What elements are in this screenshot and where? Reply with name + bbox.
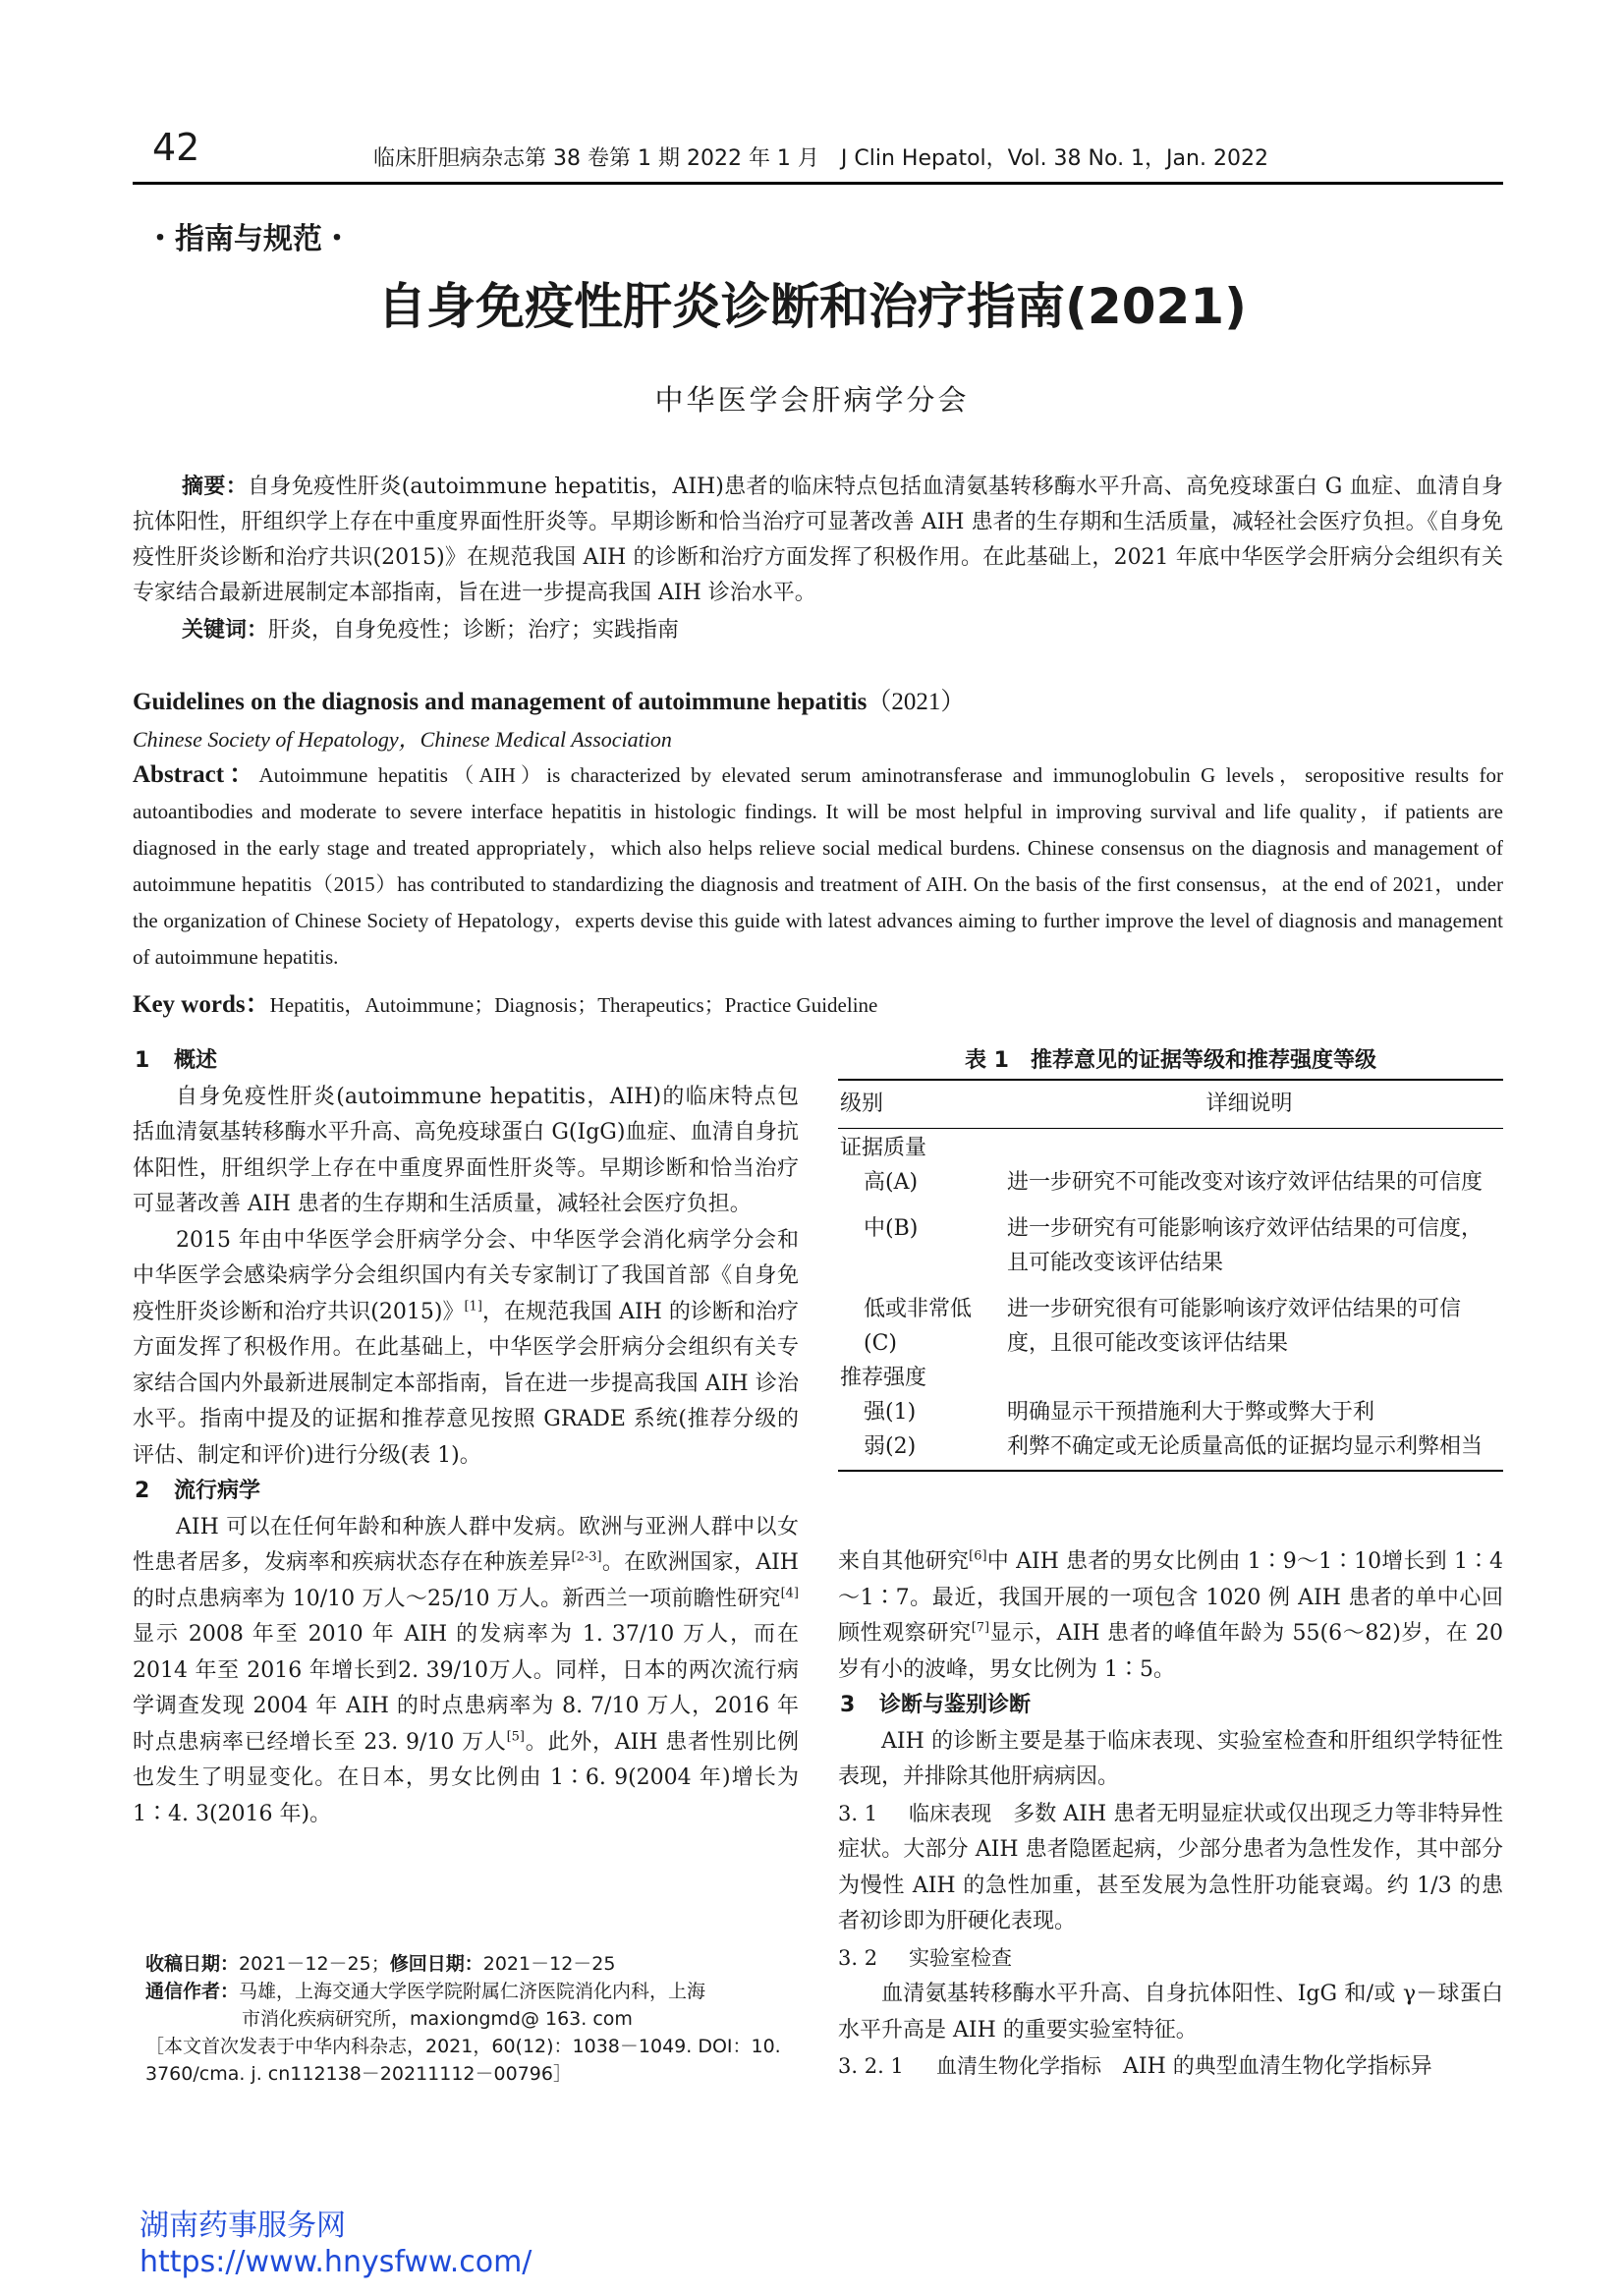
abstract-cn-text: 自身免疫性肝炎(autoimmune hepatitis，AIH)患者的临床特点包括血清氨基转移酶水平升高、高免疫球蛋白 G 血症、血清自身抗体阳性，肝组织学上存在中重度界面性肝炎等。早期诊断和恰当治疗可显著改善 AIH 患者的生存期和生活质量，减轻社会医疗负担。《自身免疫性肝炎诊断和治疗共识(2015)》在规范我国 AIH 的诊断和治疗方面发挥了积极作用。在此基础上，2021 年底中华医学会肝病分会组织有关专家结合最新进展制定本部指南，旨在进一步提高我国 AIH 诊治水平。 (133, 475, 1503, 605)
received-label: 收稿日期： (145, 1953, 240, 1975)
english-abstract-text: Autoimmune hepatitis（AIH）is characterized by elevated serum aminotransferase and immunoglobulin G levels，seropositive results for autoantibodies and moderate to severe interface hepatitis in histologic findings. It will be most helpful in improving survival and life quality，if patients are diagnosed in the early stage and treated appropriately，which also helps relieve social medical burdens. Chinese consensus on the diagnosis and management of autoimmune hepatitis（2015）has contributed to standardizing the diagnosis and treatment of AIH. On the basis of the first consensus，at the end of 2021，under the organization of Chinese Society of Hepatology，experts devise this guide with latest advances aiming to further improve the level of diagnosis and management of autoimmune hepatitis. (133, 763, 1504, 969)
english-keywords (133, 984, 877, 1020)
table-row (838, 1429, 1503, 1470)
continued-paragraph (838, 1544, 1503, 1688)
text-run: 显示 2008 年至 2010 年 AIH 的发病率为 1. 37/10 万人，而在 2014 年至 2016 年增长到2. 39/10万人。同样，日本的两次流行病学调查发现 2004 年 AIH 的时点患病率为 8. 7/10 万人，2016 年时点患病率已经增长至 23. 9/10 万人 (133, 1622, 799, 1755)
table-row (838, 1395, 1503, 1429)
table-group-row (838, 1361, 1503, 1395)
table-cell-level: 强(1) (864, 1400, 917, 1425)
section-3-2-heading (838, 1940, 1503, 1978)
section-3-number: 3 (840, 1693, 856, 1717)
section-1-heading (133, 1043, 799, 1080)
table-cell-level: 弱(2) (864, 1434, 917, 1459)
corresponding-label: 通信作者： (145, 1981, 240, 2002)
section-3-2-1-title: 血清生物化学指标 (936, 2054, 1101, 2078)
keywords-cn-label: 关键词： (182, 618, 269, 643)
section-1-paragraph-1: 自身免疫性肝炎(autoimmune hepatitis，AIH)的临床特点包括血清氨基转移酶水平升高、高免疫球蛋白 G(IgG)血症、血清自身抗体阳性，肝组织学上存在中重度界面性肝炎等。早期诊断和恰当治疗可显著改善 AIH 患者的生存期和生活质量，减轻社会医疗负担。 (133, 1084, 799, 1216)
received-dates (145, 1950, 794, 1978)
abstract-cn-label: 摘要： (182, 475, 249, 499)
text-run: AIH 可以在任何年龄和种族人群中发病。欧洲与亚洲人群中以女性患者居多，发病率和疾病状态存在种族差异 (133, 1514, 799, 1575)
table-row (838, 1292, 1503, 1361)
page-number: 42 (152, 126, 200, 169)
text-run: 来自其他研究 (838, 1549, 970, 1574)
section-3-heading (838, 1688, 1503, 1724)
text-run: 显示，AIH 患者的峰值年龄为 55(6～82)岁，在 20 岁有小的波峰，男女比例为 1∶5。 (838, 1621, 1503, 1682)
first-publication-note: ［本文首次发表于中华内科杂志，2021，60(12)：1038－1049. DOI：10. 3760/cma. j. cn112138－20211112－00796］ (145, 2036, 781, 2085)
table-group-row (838, 1129, 1503, 1165)
section-2-paragraph-1 (133, 1510, 799, 1833)
section-3-title: 诊断与鉴别诊断 (879, 1693, 1032, 1717)
section-1-paragraph-2 (133, 1223, 799, 1475)
section-tag: ・指南与规范・ (145, 222, 352, 256)
citation: [5] (506, 1729, 526, 1745)
section-3-2-1-text: AIH 的典型血清生物化学指标异 (1123, 2054, 1432, 2079)
table-cell-detail: 利弊不确定或无论质量高低的证据均显示利弊相当 (1007, 1434, 1484, 1459)
received-date: 2021－12－25； (239, 1953, 390, 1975)
text-run: ，在规范我国 AIH 的诊断和治疗方面发挥了积极作用。在此基础上，中华医学会肝病分会组织有关专家结合国内外最新进展制定本部指南，旨在进一步提高我国 AIH 诊治水平。指南中提及的证据和推荐意见按照 GRADE 系统(推荐分级的评估、制定和评价)进行分级(表 1)。 (133, 1299, 799, 1468)
table-header-detail: 详细说明 (1205, 1092, 1293, 1116)
table-row (838, 1165, 1503, 1200)
table-cell-detail: 明确显示干预措施利大于弊或弊大于利 (1007, 1400, 1375, 1425)
section-1-title: 概述 (174, 1048, 218, 1073)
citation: [4] (780, 1586, 799, 1601)
section-3-2-title: 实验室检查 (909, 1945, 1012, 1970)
section-3-1-title: 临床表现 (909, 1801, 992, 1825)
right-column (838, 1544, 1503, 2086)
header-rule (133, 182, 1503, 185)
citation: [1] (464, 1299, 482, 1315)
english-keywords-text: Hepatitis，Autoimmune；Diagnosis；Therapeutics；Practice Guideline (269, 993, 878, 1017)
text-run: 。在欧洲国家，AIH 的时点患病率为 10/10 万人～25/10 万人。新西兰一项前瞻性研究 (133, 1550, 799, 1611)
corresponding-author (145, 1978, 794, 2005)
table-cell-detail: 进一步研究很有可能影响该疗效评估结果的可信度，且很可能改变该评估结果 (1007, 1297, 1462, 1356)
section-3-2-1-number: 3. 2. 1 (838, 2054, 904, 2078)
section-3-2-number: 3. 2 (838, 1945, 878, 1970)
table-cell-detail: 进一步研究不可能改变对该疗效评估结果的可信度 (1007, 1170, 1484, 1195)
table-cell-level: 低或非常低(C) (864, 1297, 973, 1356)
table-1 (838, 1043, 1503, 1472)
watermark-site-name: 湖南药事服务网 (140, 2209, 346, 2243)
table-caption: 表 1 推荐意见的证据等级和推荐强度等级 (965, 1048, 1376, 1073)
table-group-quality: 证据质量 (840, 1136, 927, 1160)
corresponding-line-1: 马雄，上海交通大学医学院附属仁济医院消化内科，上海 (239, 1981, 706, 2002)
table-cell-level: 中(B) (864, 1216, 919, 1241)
english-keywords-label: Key words： (133, 991, 270, 1018)
abstract-cn (133, 470, 1503, 611)
section-2-title: 流行病学 (174, 1479, 261, 1503)
keywords-cn-text: 肝炎，自身免疫性；诊断；治疗；实践指南 (268, 618, 680, 643)
watermark-url[interactable]: https://www.hnysfww.com/ (140, 2245, 532, 2279)
table-group-strength: 推荐强度 (840, 1366, 927, 1390)
footnotes (145, 1950, 794, 2088)
english-title-year: （2021） (867, 689, 966, 715)
table-row (838, 1211, 1503, 1280)
text-run: 中 AIH 患者的男女比例由 1∶9～1∶10增长到 1∶4～1∶7。最近，我国开展的一项包含 1020 例 AIH 患者的单中心回顾性观察研究 (838, 1549, 1503, 1646)
section-3-2-paragraph-1: 血清氨基转移酶水平升高、自身抗体阳性、IgG 和/或 γ－球蛋白水平升高是 AIH 的重要实验室特征。 (838, 1982, 1503, 2043)
english-title (133, 682, 965, 717)
table-cell-detail: 进一步研究有可能影响该疗效评估结果的可信度，且可能改变该评估结果 (1007, 1216, 1484, 1275)
article-title: 自身免疫性肝炎诊断和治疗指南(2021) (377, 278, 1247, 335)
english-author: Chinese Society of Hepatology，Chinese Medical Association (133, 727, 672, 752)
revised-date: 2021－12－25 (482, 1953, 616, 1975)
left-column (133, 1043, 799, 1832)
citation: [2-3] (571, 1549, 602, 1565)
text-run: 。此外，AIH 患者性别比例也发生了明显变化。在日本，男女比例由 1∶6. 9(2004 年)增长为 1∶4. 3(2016 年)。 (133, 1729, 799, 1826)
citation: [6] (969, 1548, 987, 1564)
section-3-paragraph-1: AIH 的诊断主要是基于临床表现、实验室检查和肝组织学特征性表现，并排除其他肝病病因。 (838, 1728, 1503, 1789)
english-abstract (133, 756, 1503, 976)
section-3-1-text: 多数 AIH 患者无明显症状或仅出现乏力等非特异性症状。大部分 AIH 患者隐匿起病，少部分患者为急性发作，其中部分为慢性 AIH 的急性加重，甚至发展为急性肝功能衰竭。约 1/3 的患者初诊即为肝硬化表现。 (838, 1801, 1503, 1933)
author-cn: 中华医学会肝病学分会 (654, 383, 970, 417)
corresponding-line-2: 市消化疾病研究所，maxiongmd@ 163. com (242, 2008, 633, 2030)
text-run: 2015 年由中华医学会肝病学分会、中华医学会消化病学分会和中华医学会感染病学分会组织国内有关专家制订了我国首部《自身免疫性肝炎诊断和治疗共识(2015)》 (133, 1227, 799, 1324)
keywords-cn (133, 613, 1503, 648)
table-cell-level: 高(A) (864, 1170, 919, 1195)
english-abstract-label: Abstract： (133, 761, 259, 788)
section-2-number: 2 (135, 1479, 150, 1503)
english-title-text: Guidelines on the diagnosis and management of autoimmune hepatitis (133, 689, 868, 715)
table-header-row (838, 1081, 1503, 1128)
section-3-1-number: 3. 1 (838, 1801, 878, 1825)
citation: [7] (971, 1620, 990, 1636)
running-header: 临床肝胆病杂志第 38 卷第 1 期 2022 年 1 月 J Clin Hepatol，Vol. 38 No. 1，Jan. 2022 (373, 146, 1268, 171)
revised-label: 修回日期： (389, 1953, 483, 1975)
table-bottom-rule (838, 1470, 1503, 1472)
section-3-1-paragraph (838, 1796, 1503, 1940)
table-header-level: 级别 (840, 1092, 884, 1116)
section-2-heading (133, 1474, 799, 1510)
section-1-number: 1 (135, 1048, 150, 1073)
section-3-2-1-paragraph (838, 2048, 1503, 2086)
